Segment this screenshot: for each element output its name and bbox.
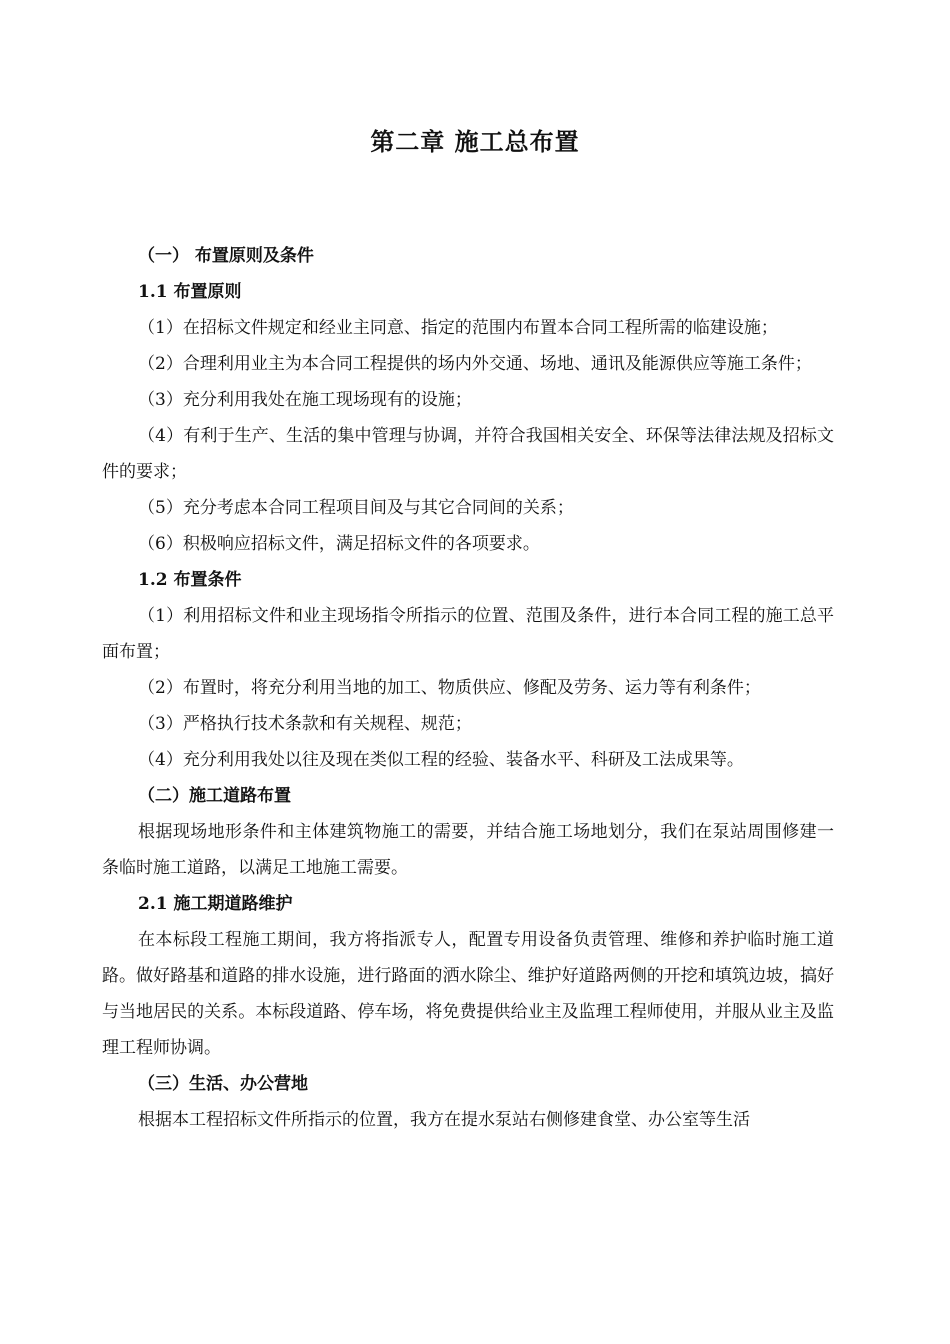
paragraph: （4）充分利用我处以往及现在类似工程的经验、装备水平、科研及工法成果等。 (138, 750, 744, 770)
paragraph: （3）充分利用我处在施工现场现有的设施； (138, 390, 472, 410)
paragraph: 根据本工程招标文件所指示的位置，我方在提水泵站右侧修建食堂、办公室等生活 (138, 1110, 750, 1130)
subsection-heading: 1.2 布置条件 (138, 570, 242, 590)
subsection-heading: 1.1 布置原则 (138, 282, 242, 302)
subsection-heading: 2.1 施工期道路维护 (138, 894, 293, 914)
paragraph: （5）充分考虑本合同工程项目间及与其它合同间的关系； (138, 498, 574, 518)
document-body (102, 238, 834, 1138)
paragraph: （1）在招标文件规定和经业主同意、指定的范围内布置本合同工程所需的临建设施； (138, 318, 778, 338)
paragraph: （4）有利于生产、生活的集中管理与协调，并符合我国相关安全、环保等法律法规及招标文件的要求； (102, 426, 834, 482)
page-title: 第二章 施工总布置 (370, 127, 580, 156)
paragraph: （1）利用招标文件和业主现场指令所指示的位置、范围及条件，进行本合同工程的施工总平面布置； (102, 606, 834, 662)
section-heading: （三）生活、办公营地 (138, 1074, 308, 1094)
section-heading: （二）施工道路布置 (138, 786, 291, 806)
paragraph: （6）积极响应招标文件，满足招标文件的各项要求。 (138, 534, 540, 554)
paragraph: （2）布置时，将充分利用当地的加工、物质供应、修配及劳务、运力等有利条件； (138, 678, 761, 698)
paragraph: 在本标段工程施工期间，我方将指派专人，配置专用设备负责管理、维修和养护临时施工道路。做好路基和道路的排水设施，进行路面的洒水除尘、维护好道路两侧的开挖和填筑边坡，搞好与当地居民的关系。本标段道路、停车场，将免费提供给业主及监理工程师使用，并服从业主及监理工程师协调。 (102, 930, 834, 1058)
paragraph: （3）严格执行技术条款和有关规程、规范； (138, 714, 472, 734)
paragraph: 根据现场地形条件和主体建筑物施工的需要，并结合施工场地划分，我们在泵站周围修建一条临时施工道路，以满足工地施工需要。 (102, 822, 834, 878)
section-heading: （一） 布置原则及条件 (138, 246, 314, 266)
paragraph: （2）合理利用业主为本合同工程提供的场内外交通、场地、通讯及能源供应等施工条件； (138, 354, 812, 374)
